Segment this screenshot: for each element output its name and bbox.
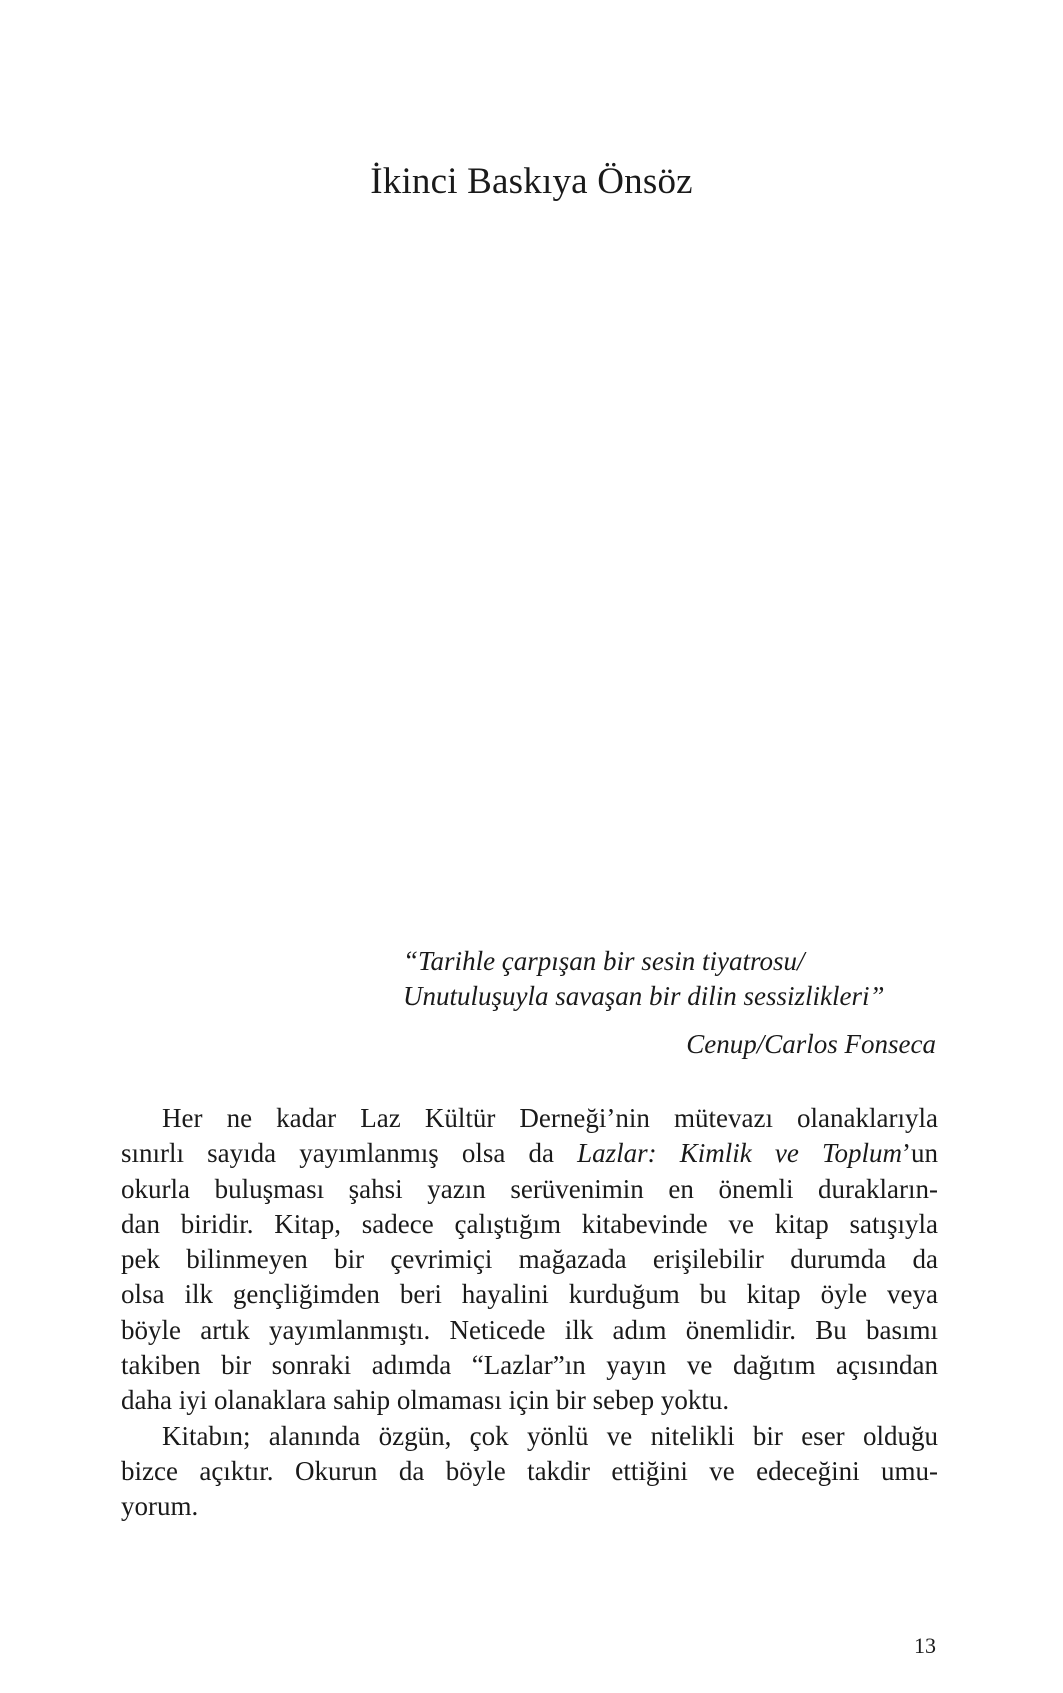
paragraph-1 [121, 1101, 938, 1419]
paragraph-2 [121, 1419, 938, 1525]
chapter-title: İkinci Baskıya Önsöz [370, 161, 693, 202]
epigraph [403, 944, 936, 1062]
paragraph-line-with-italic-title: sınırlı sayıda yayımlanmış olsa da Lazlar: Kimlik ve Toplum’un [121, 1138, 938, 1169]
paragraph-line: dan biridir. Kitap, sadece çalıştığım kitabevinde ve kitap satışıyla [121, 1208, 938, 1239]
paragraph-line: yorum. [121, 1491, 199, 1522]
paragraph-line: daha iyi olanaklara sahip olmaması için bir sebep yoktu. [121, 1385, 730, 1416]
epigraph-attribution: Cenup/Carlos Fonseca [686, 1029, 936, 1059]
paragraph-line: böyle artık yayımlanmıştı. Neticede ilk adım önemlidir. Bu basımı [121, 1314, 938, 1345]
book-title-italic: Lazlar: Kimlik ve Toplum [577, 1138, 902, 1169]
paragraph-line: bizce açıktır. Okurun da böyle takdir ettiğini ve edeceğini umu- [121, 1455, 938, 1486]
paragraph-line: takiben bir sonraki adımda “Lazlar”ın yayın ve dağıtım açısından [121, 1350, 938, 1381]
paragraph-line: okurla buluşması şahsi yazın serüvenimin en önemli durakların- [121, 1173, 938, 1204]
epigraph-line: “Tarihle çarpışan bir sesin tiyatrosu/ [403, 946, 805, 976]
page-number: 13 [914, 1633, 936, 1658]
body-text [121, 1101, 938, 1525]
epigraph-line: Unutuluşuyla savaşan bir dilin sessizlikleri” [403, 981, 885, 1011]
paragraph-line: pek bilinmeyen bir çevrimiçi mağazada erişilebilir durumda da [121, 1244, 938, 1275]
paragraph-line: Her ne kadar Laz Kültür Derneği’nin mütevazı olanaklarıyla [162, 1103, 938, 1133]
paragraph-line: olsa ilk gençliğimden beri hayalini kurduğum bu kitap öyle veya [121, 1279, 938, 1310]
paragraph-line: Kitabın; alanında özgün, çok yönlü ve nitelikli bir eser olduğu [162, 1420, 938, 1451]
